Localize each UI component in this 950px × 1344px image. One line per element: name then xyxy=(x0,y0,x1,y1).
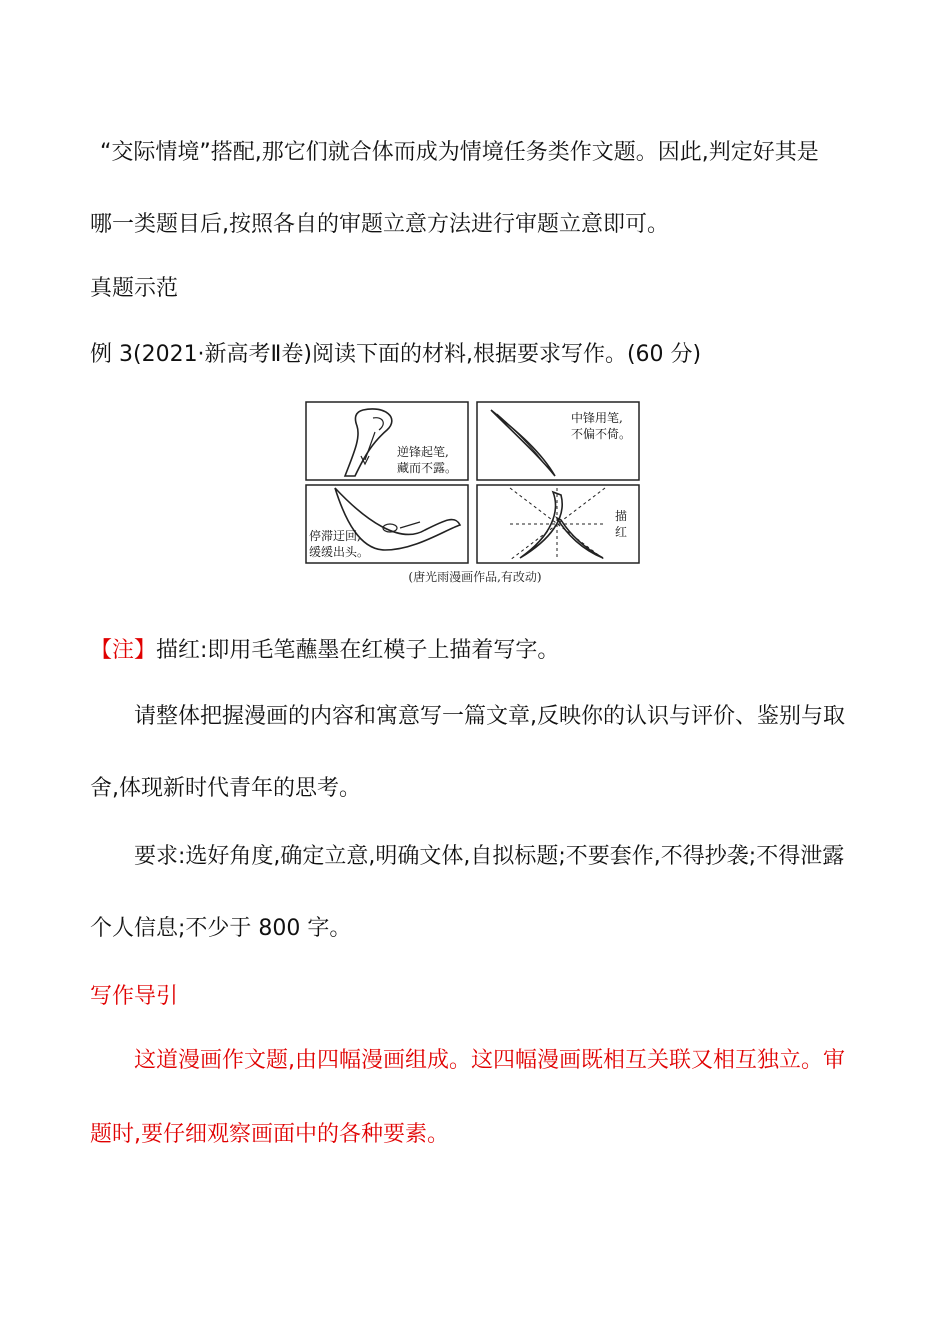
paragraph-line: 哪一类题目后,按照各自的审题立意方法进行审题立意即可。 xyxy=(90,212,669,237)
note xyxy=(90,636,870,666)
panel1-label-line1: 逆锋起笔, xyxy=(397,445,449,459)
panel3-label xyxy=(309,528,369,560)
note-tag: 【注】 xyxy=(90,638,157,663)
panel1-label-line2: 藏而不露。 xyxy=(397,461,458,475)
brush-stroke xyxy=(491,410,555,476)
figure-caption: (唐光雨漫画作品,有改动) xyxy=(408,570,542,584)
paragraph-line: “交际情境”搭配,那它们就合体而成为情境任务类作文题。因此,判定好其是 xyxy=(100,140,819,165)
note-text: 描红:即用毛笔蘸墨在红模子上描着写字。 xyxy=(156,638,560,663)
panel4-label xyxy=(615,508,627,540)
panel2-label-line2: 不偏不倚。 xyxy=(571,427,632,441)
comic-figure xyxy=(305,400,645,592)
requirements-line: 要求:选好角度,确定立意,明确文体,自拟标题;不要套作,不得抄袭;不得泄露 xyxy=(134,844,845,869)
panel3-label-line1: 停滞迂回, xyxy=(309,529,361,543)
arrow-icon xyxy=(365,432,375,460)
example-title: 例 3(2021·新高考Ⅱ卷)阅读下面的材料,根据要求写作。(60 分) xyxy=(90,342,702,367)
panel2-label-line1: 中锋用笔, xyxy=(571,411,623,425)
guide-line: 这道漫画作文题,由四幅漫画组成。这四幅漫画既相互关联又相互独立。审 xyxy=(134,1048,845,1073)
panel1-label xyxy=(397,444,457,476)
panel4-label-line1: 描 xyxy=(615,509,628,523)
guide-line: 题时,要仔细观察画面中的各种要素。 xyxy=(90,1122,449,1147)
arrow-icon xyxy=(400,522,420,528)
section-heading: 真题示范 xyxy=(90,276,179,301)
brush-stroke xyxy=(373,418,383,430)
brush-stroke xyxy=(345,409,392,476)
prompt-line: 舍,体现新时代青年的思考。 xyxy=(90,776,361,801)
guide-heading: 写作导引 xyxy=(90,984,179,1009)
panel3-label-line2: 缓缓出头。 xyxy=(309,545,370,559)
requirements-line: 个人信息;不少于 800 字。 xyxy=(90,916,352,941)
panel2-label xyxy=(571,410,631,442)
panel4-label-line2: 红 xyxy=(615,525,628,539)
prompt-line: 请整体把握漫画的内容和寓意写一篇文章,反映你的认识与评价、鉴别与取 xyxy=(134,704,845,729)
